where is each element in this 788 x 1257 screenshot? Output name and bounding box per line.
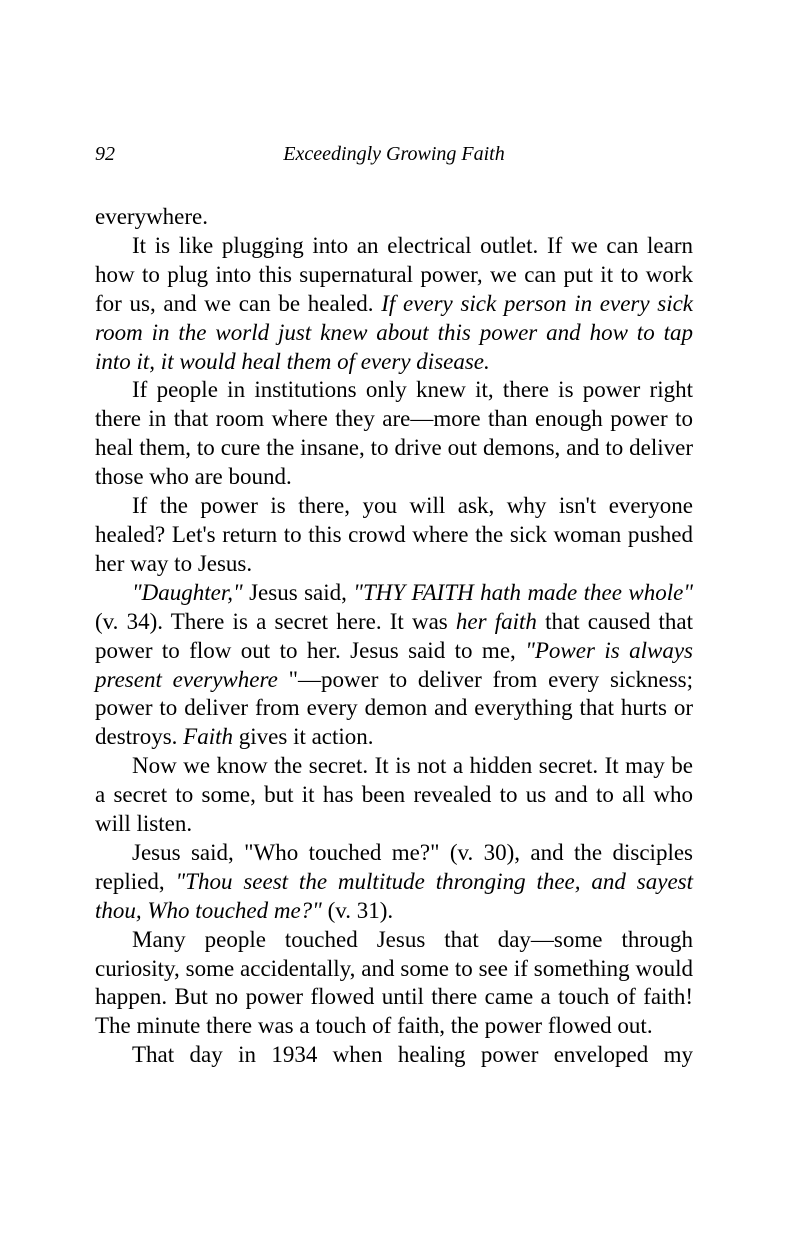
- text-run: gives it action.: [233, 724, 374, 750]
- italic-run: "THY FAITH hath made thee whole": [353, 579, 693, 605]
- text-run: That day in 1934 when healing power enveloped my: [132, 1042, 693, 1068]
- paragraph: [95, 926, 693, 1042]
- paragraph: [95, 203, 693, 232]
- text-run: (v. 34). There is a secret here. It was: [95, 608, 456, 634]
- paragraph: [95, 579, 693, 752]
- text-run: "—power to deliver from every sickness; power to deliver from every demon and everything that hurts or destroys.: [95, 666, 693, 750]
- text-run: everywhere.: [95, 204, 209, 229]
- paragraph: [95, 376, 693, 492]
- italic-run: "Power is always present everywhere: [95, 637, 693, 692]
- text-run: Jesus said,: [242, 579, 354, 605]
- page-number: 92: [95, 143, 115, 165]
- text-run: It is like plugging into an electrical outlet. If we can learn how to plug into this supernatural power, we can put it to work for us, and we can be healed.: [95, 232, 693, 316]
- text-run: Many people touched Jesus that day—some through curiosity, some accidentally, and some to see if something would happen. But no power flowed until there came a touch of faith! The minute there was a touch of faith, the power flowed out.: [95, 926, 693, 1039]
- text-run: Now we know the secret. It is not a hidden secret. It may be a secret to some, but it has been revealed to us and to all who will listen.: [95, 753, 693, 837]
- running-title: Exceedingly Growing Faith: [283, 143, 505, 165]
- running-head: [95, 141, 693, 167]
- italic-run: If every sick person in every sick room in the world just knew about this power and how to tap into it, it would heal them of every disease.: [95, 290, 694, 374]
- text-run: that caused that power to flow out to her. Jesus said to me,: [95, 608, 693, 663]
- paragraph: [95, 232, 693, 377]
- text-run: Jesus said, "Who touched me?" (v. 30), and the disciples replied,: [95, 839, 693, 894]
- paragraph: [95, 752, 693, 839]
- italic-run: her faith: [455, 608, 537, 634]
- text-run: If people in institutions only knew it, there is power right there in that room where they are—more than enough power to heal them, to cure the insane, to drive out demons, and to deliver those who are bound.: [95, 377, 693, 490]
- body-text: [95, 203, 693, 1070]
- paragraph: [95, 1041, 693, 1070]
- text-run: (v. 31).: [321, 897, 394, 923]
- italic-run: "Thou seest the multitude thronging thee, and sayest thou, Who touched me?": [95, 868, 693, 923]
- paragraph: [95, 492, 693, 579]
- paragraph: [95, 839, 693, 926]
- text-run: If the power is there, you will ask, why isn't everyone healed? Let's return to this crowd where the sick woman pushed her way to Jesus.: [95, 493, 693, 576]
- italic-run: Faith: [183, 724, 234, 750]
- italic-run: "Daughter,": [132, 579, 243, 605]
